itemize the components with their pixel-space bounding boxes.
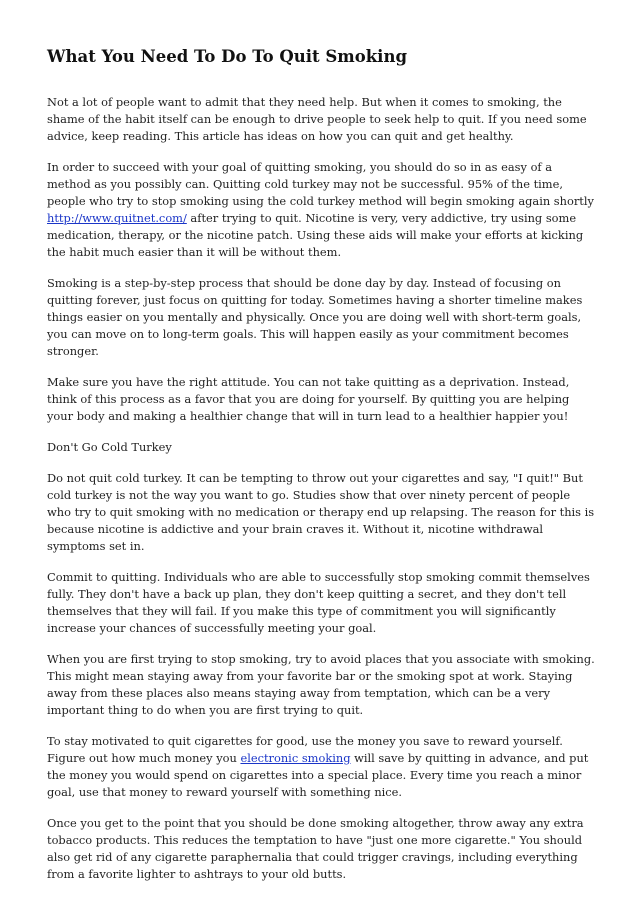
- paragraph-1: Not a lot of people want to admit that they need help. But when it comes to smoking, the shame of the habit itself can be enough to drive people to seek help to quit. If you need some advice, keep reading. This article has ideas on how you can quit and get healthy.: [47, 95, 587, 143]
- quitnet-link[interactable]: http://www.quitnet.com/: [47, 211, 187, 225]
- paragraph-8-text-after: will save by quitting in advance, and put the money you would spend on cigarettes into a special place. Every time you reach a minor goal, use that money to reward yourself with something nice.: [47, 751, 589, 799]
- document-page: [47, 46, 595, 897]
- paragraph-9: Once you get to the point that you should be done smoking altogether, throw away any extra tobacco products. This reduces the temptation to have "just one more cigarette." You should also get rid of any cigarette paraphernalia that could trigger cravings, including everything from a favorite lighter to ashtrays to your old butts.: [47, 816, 584, 881]
- paragraph-8-text-before: To stay motivated to quit cigarettes for good, use the money you save to reward yourself. Figure out how much money you: [47, 734, 563, 765]
- paragraph-7: When you are first trying to stop smoking, try to avoid places that you associate with smoking. This might mean staying away from your favorite bar or the smoking spot at work. Staying away from these places also means staying away from temptation, which can be a very important thing to do when you are first trying to quit.: [47, 652, 595, 717]
- paragraph-2: [47, 159, 595, 261]
- paragraph-3: Smoking is a step-by-step process that should be done day by day. Instead of focusing on quitting forever, just focus on quitting for today. Sometimes having a shorter timeline makes things easier on you mentally and physically. Once you are doing well with short-term goals, you can move on to long-term goals. This will happen easily as your commitment becomes stronger.: [47, 276, 583, 358]
- paragraph-6: Commit to quitting. Individuals who are able to successfully stop smoking commit themselves fully. They don't have a back up plan, they don't keep quitting a secret, and they don't tell themselves that they will fail. If you make this type of commitment you will significantly increase your chances of successfully meeting your goal.: [47, 570, 590, 635]
- paragraph-2-text-after: after trying to quit. Nicotine is very, very addictive, try using some medication, therapy, or the nicotine patch. Using these aids will make your efforts at kicking the habit much easier than it will be without them.: [47, 211, 584, 259]
- electronic-smoking-link[interactable]: electronic smoking: [240, 751, 351, 765]
- page-title: What You Need To Do To Quit Smoking: [47, 47, 407, 66]
- paragraph-8: [47, 733, 595, 801]
- paragraph-2-text-before: In order to succeed with your goal of quitting smoking, you should do so in as easy of a method as you possibly can. Quitting cold turkey may not be successful. 95% of the time, people who try to stop smoking using the cold turkey method will begin smoking again shortly: [47, 160, 594, 208]
- paragraph-5: Do not quit cold turkey. It can be tempting to throw out your cigarettes and say, "I quit!" But cold turkey is not the way you want to go. Studies show that over ninety percent of people who try to quit smoking with no medication or therapy end up relapsing. The reason for this is because nicotine is addictive and your brain craves it. Without it, nicotine withdrawal symptoms set in.: [47, 471, 595, 553]
- paragraph-4: Make sure you have the right attitude. You can not take quitting as a deprivation. Instead, think of this process as a favor that you are doing for yourself. By quitting you are helping your body and making a healthier change that will in turn lead to a healthier happier you!: [47, 375, 570, 423]
- section-subheading: Don't Go Cold Turkey: [47, 440, 172, 454]
